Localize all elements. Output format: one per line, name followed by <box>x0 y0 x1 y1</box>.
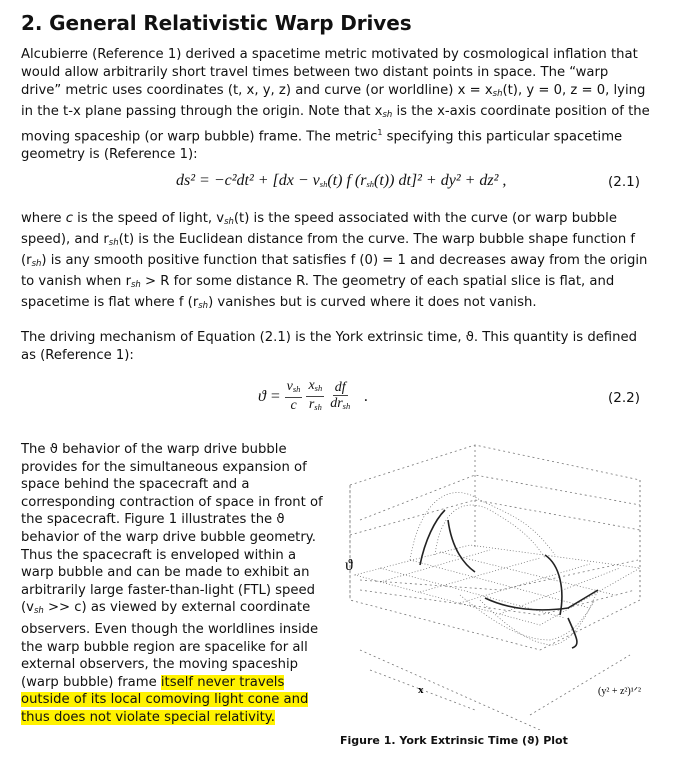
york-time-plot <box>340 440 670 730</box>
surface-contours <box>420 510 598 648</box>
equation-2-1: $ds^2 = -c^2dt^2 + [dx - v_{sh}(t)$ f $(r_{sh}(t)) dt]^2 + dy^2 + dz^2$ , <box>176 172 507 189</box>
x-axis-label: x <box>418 684 424 696</box>
equation-number-2-1: (2.1) <box>608 174 641 190</box>
highlighted-text: itself never travels outside of its local comoving light cone and thus does not violate special relativity. <box>21 674 309 725</box>
york-time-paragraph: The driving mechanism of Equation (2.1) is the York extrinsic time, ϑ. This quantity is defined as (Reference 1): <box>21 330 637 363</box>
definitions-paragraph: where c is the speed of light, $v_{sh}(t)$ is the speed associated with the curve (or warp bubble speed), and $r_{sh}(t)$ is the Euclidean distance from the curve. The warp bubble shape function f $(r_{sh})$ is any smooth positive function that satisfies f (0) = 1 and decreases away from the origin to vanish when $r_{sh} > R$ for some distance R. The geometry of each spatial slice is flat, and spacetime is flat where f $(r_{sh})$ vanishes but is curved where it does not vanish. <box>21 211 648 311</box>
theta-axis-label: ϑ <box>345 557 353 574</box>
bubble-paragraph: The ϑ behavior of the warp drive bubble provides for the simultaneous expansion of space behind the spacecraft and a corresponding contraction of space in front of the spacecraft. Figure 1 illustrates the ϑ behavior of the warp drive bubble geometry. Thus the spacecraft is enveloped within a warp bubble and can be made to exhibit an arbitrarily large faster-than-light (FTL) speed $(v_{sh} >> c)$ as viewed by external coordinate observers. Even though the worldlines inside the warp bubble region are spacelike for all external observers, the moving spaceship (warp bubble) frame itself never travels outside of its local comoving light cone and thus does not violate special relativity. <box>21 442 323 725</box>
plot-box <box>350 445 640 650</box>
equation-number-2-2: (2.2) <box>608 390 641 406</box>
section-title: 2. General Relativistic Warp Drives <box>21 11 412 35</box>
radial-axis-label: (y² + z²)¹ᐟ² <box>598 686 641 697</box>
intro-paragraph: Alcubierre (Reference 1) derived a spacetime metric motivated by cosmological inflation that would allow arbitrarily short travel times between two distant points in space. The “warp drive” metric uses coordinates (t, x, y, z) and curve (or worldline) $x = x_{sh}(t)$, y = 0, z = 0, lying in the t-x plane passing through the origin. Note that $x_{sh}$ is the x-axis coordinate position of the moving spaceship (or warp bubble) frame. The metric$^1$ specifying this particular spacetime geometry is (Reference 1): <box>21 47 650 163</box>
axis-lines <box>360 650 630 730</box>
figure-caption: Figure 1. York Extrinsic Time (ϑ) Plot <box>340 734 568 747</box>
surface-mesh <box>355 493 640 646</box>
equation-2-2: ϑ = $\frac{v_{sh}}{c}$ $\frac{x_{sh}}{r_{sh}}$ $\frac{df}{dr_{sh}}$ . <box>258 378 369 413</box>
